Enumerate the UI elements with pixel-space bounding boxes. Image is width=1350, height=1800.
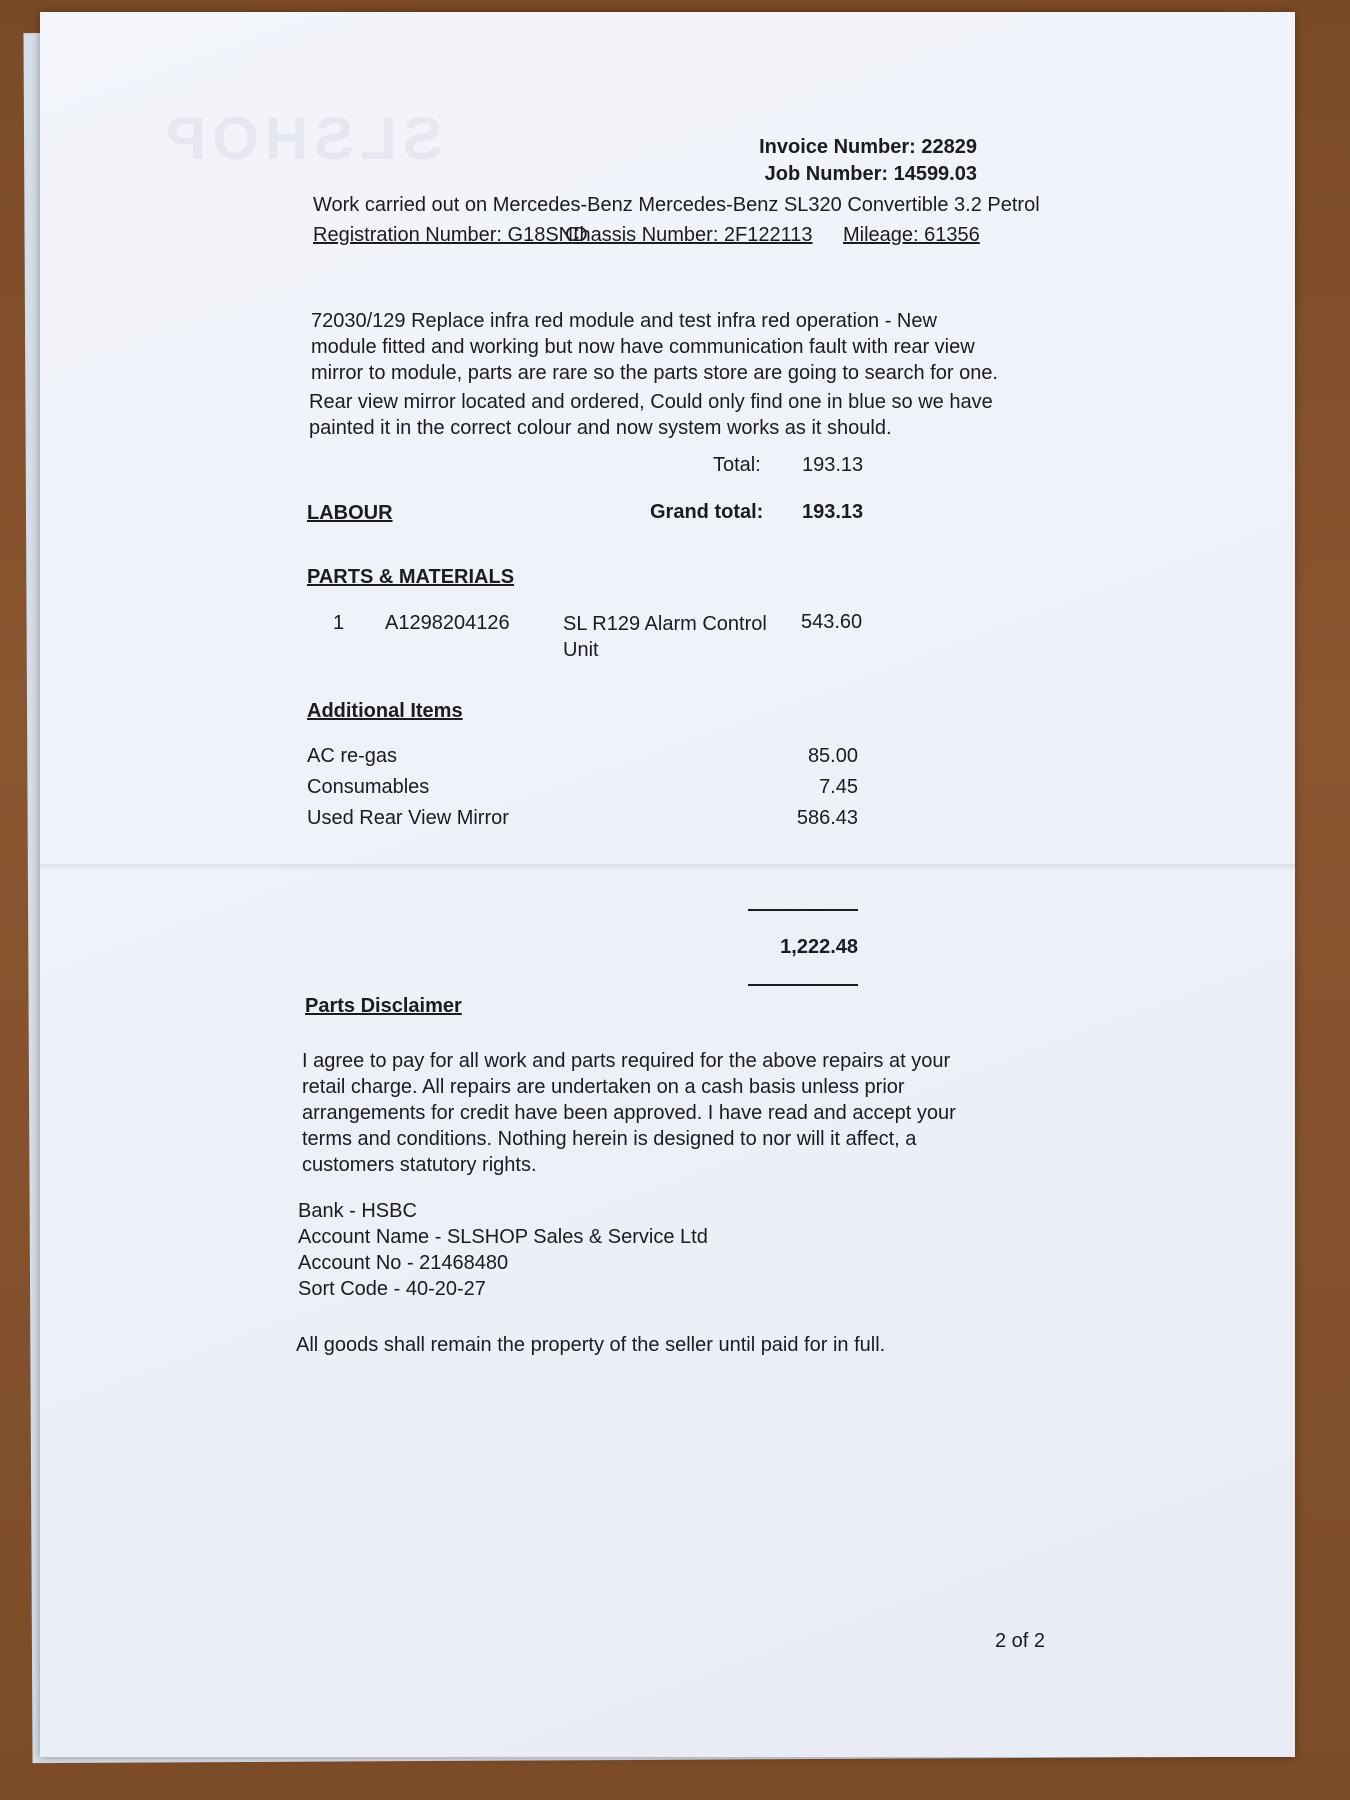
chassis-number: Chassis Number: 2F122113 [565,224,813,246]
vehicle-work-line: Work carried out on Mercedes-Benz Mercedes-Benz SL320 Convertible 3.2 Petrol [313,194,1040,216]
sum-rule-bottom [748,984,858,986]
bank-name: Bank - HSBC [298,1200,417,1222]
work-description-1: 72030/129 Replace infra red module and test infra red operation - New module fitted and working but now have communication fault with rear view mirror to module, parts are rare so the parts store are going to search for one. [311,310,998,384]
parts-disclaimer-text: I agree to pay for all work and parts required for the above repairs at your retail charge. All repairs are undertaken on a cash basis unless prior arrangements for credit have been approved. I have read and accept your terms and conditions. Nothing herein is designed to nor will it affect, a customers statutory rights. [302,1050,956,1176]
part-qty: 1 [333,612,345,634]
grand-total-label: Grand total: [650,501,764,523]
additional-item-value: 7.45 [819,776,858,798]
sum-total: 1,222.48 [780,936,858,958]
additional-item-label: AC re-gas [307,745,398,767]
labour-heading: LABOUR [307,502,393,524]
sum-rule-top [748,909,858,911]
part-number: A1298204126 [385,612,510,634]
work-description-2: Rear view mirror located and ordered, Could only find one in blue so we have painted it in the correct colour and now system works as it should. [309,391,993,439]
additional-items-heading: Additional Items [307,700,463,722]
additional-item-value: 586.43 [796,807,858,829]
footer-note: All goods shall remain the property of the seller until paid for in full. [296,1334,886,1356]
job-number: Job Number: 14599.03 [764,163,977,185]
additional-item-label: Used Rear View Mirror [307,807,509,829]
page-number: 2 of 2 [995,1630,1046,1652]
total-value: 193.13 [802,454,864,476]
part-price: 543.60 [801,611,863,633]
account-number: Account No - 21468480 [298,1252,509,1274]
watermark-logo: SLSHOP [160,105,443,172]
mileage: Mileage: 61356 [843,224,980,246]
additional-item-label: Consumables [307,776,430,798]
invoice-number: Invoice Number: 22829 [759,136,977,158]
sort-code: Sort Code - 40-20-27 [298,1278,486,1300]
parts-heading: PARTS & MATERIALS [307,566,515,588]
invoice-page [40,12,1295,1757]
parts-disclaimer-heading: Parts Disclaimer [305,995,462,1017]
total-label: Total: [713,454,761,476]
additional-item-value: 85.00 [807,745,858,767]
part-description: SL R129 Alarm Control Unit [563,613,767,661]
account-name: Account Name - SLSHOP Sales & Service Ltd [298,1226,708,1248]
grand-total-value: 193.13 [802,501,864,523]
registration-number: Registration Number: G18SND [313,224,588,246]
